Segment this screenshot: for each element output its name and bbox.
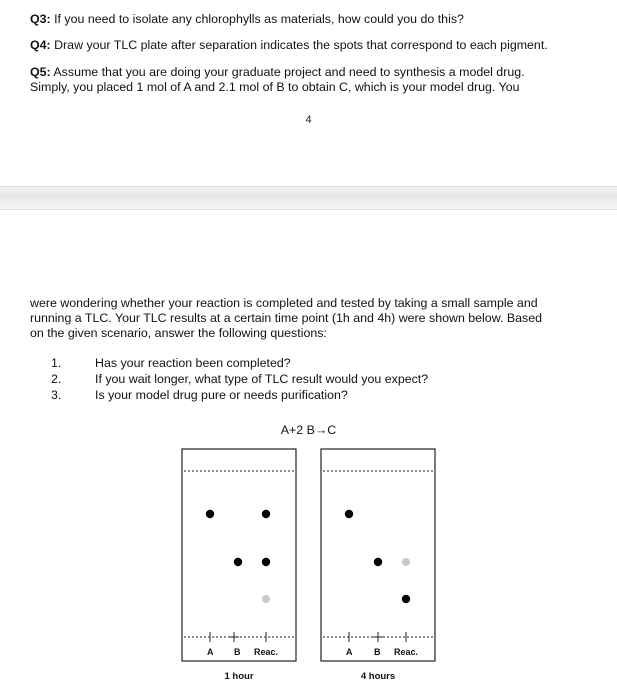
tlc-plate-4h xyxy=(321,449,435,682)
paragraph-line-2: running a TLC. Your TLC results at a certain time point (1h and 4h) were shown below. Based xyxy=(30,311,542,325)
lane-label-b: B xyxy=(374,647,381,657)
lane-label-reac: Reac. xyxy=(394,647,419,657)
list-text: Is your model drug pure or needs purification? xyxy=(95,388,348,402)
spot-reac-faint xyxy=(402,558,410,566)
list-number: 3. xyxy=(51,388,62,402)
lane-label-a: A xyxy=(207,647,214,657)
lane-label-b: B xyxy=(234,647,241,657)
lane-label-reac: Reac. xyxy=(254,647,279,657)
plate-outline xyxy=(321,449,435,661)
q4-label: Q4: xyxy=(30,38,51,52)
list-text: Has your reaction been completed? xyxy=(95,356,291,370)
page-number: 4 xyxy=(305,114,312,126)
q5-label: Q5: xyxy=(30,65,51,79)
paragraph-line-3: on the given scenario, answer the following questions: xyxy=(30,326,327,340)
tlc-plate-1h xyxy=(182,449,296,682)
plate-caption-4h: 4 hours xyxy=(360,671,396,682)
q3-label: Q3: xyxy=(30,12,51,26)
spot-b xyxy=(234,558,242,566)
plate-outline xyxy=(182,449,296,661)
reaction-equation: A+2 B→C xyxy=(280,423,337,437)
spot-reac-product xyxy=(402,595,410,603)
list-number: 2. xyxy=(51,372,62,386)
q5-text-line1: Assume that you are doing your graduate project and need to synthesis a model drug. xyxy=(50,65,525,79)
spot-reac-faint xyxy=(262,595,270,603)
list-number: 1. xyxy=(51,356,62,370)
spot-a xyxy=(206,510,214,518)
lane-label-a: A xyxy=(346,647,353,657)
list-text: If you wait longer, what type of TLC result would you expect? xyxy=(95,372,429,386)
spot-reac-middle xyxy=(262,558,270,566)
question-5-line-2: Simply, you placed 1 mol of A and 2.1 mol of B to obtain C, which is your model drug. You xyxy=(30,80,520,94)
spot-reac-upper xyxy=(262,510,270,518)
q3-text: If you need to isolate any chlorophylls as materials, how could you do this? xyxy=(50,12,464,26)
spot-a xyxy=(345,510,353,518)
q4-text: Draw your TLC plate after separation indicates the spots that correspond to each pigment. xyxy=(50,38,548,52)
paragraph-line-1: were wondering whether your reaction is completed and tested by taking a small sample and xyxy=(30,296,538,310)
spot-b xyxy=(374,558,382,566)
plate-caption-1h: 1 hour xyxy=(224,671,254,682)
